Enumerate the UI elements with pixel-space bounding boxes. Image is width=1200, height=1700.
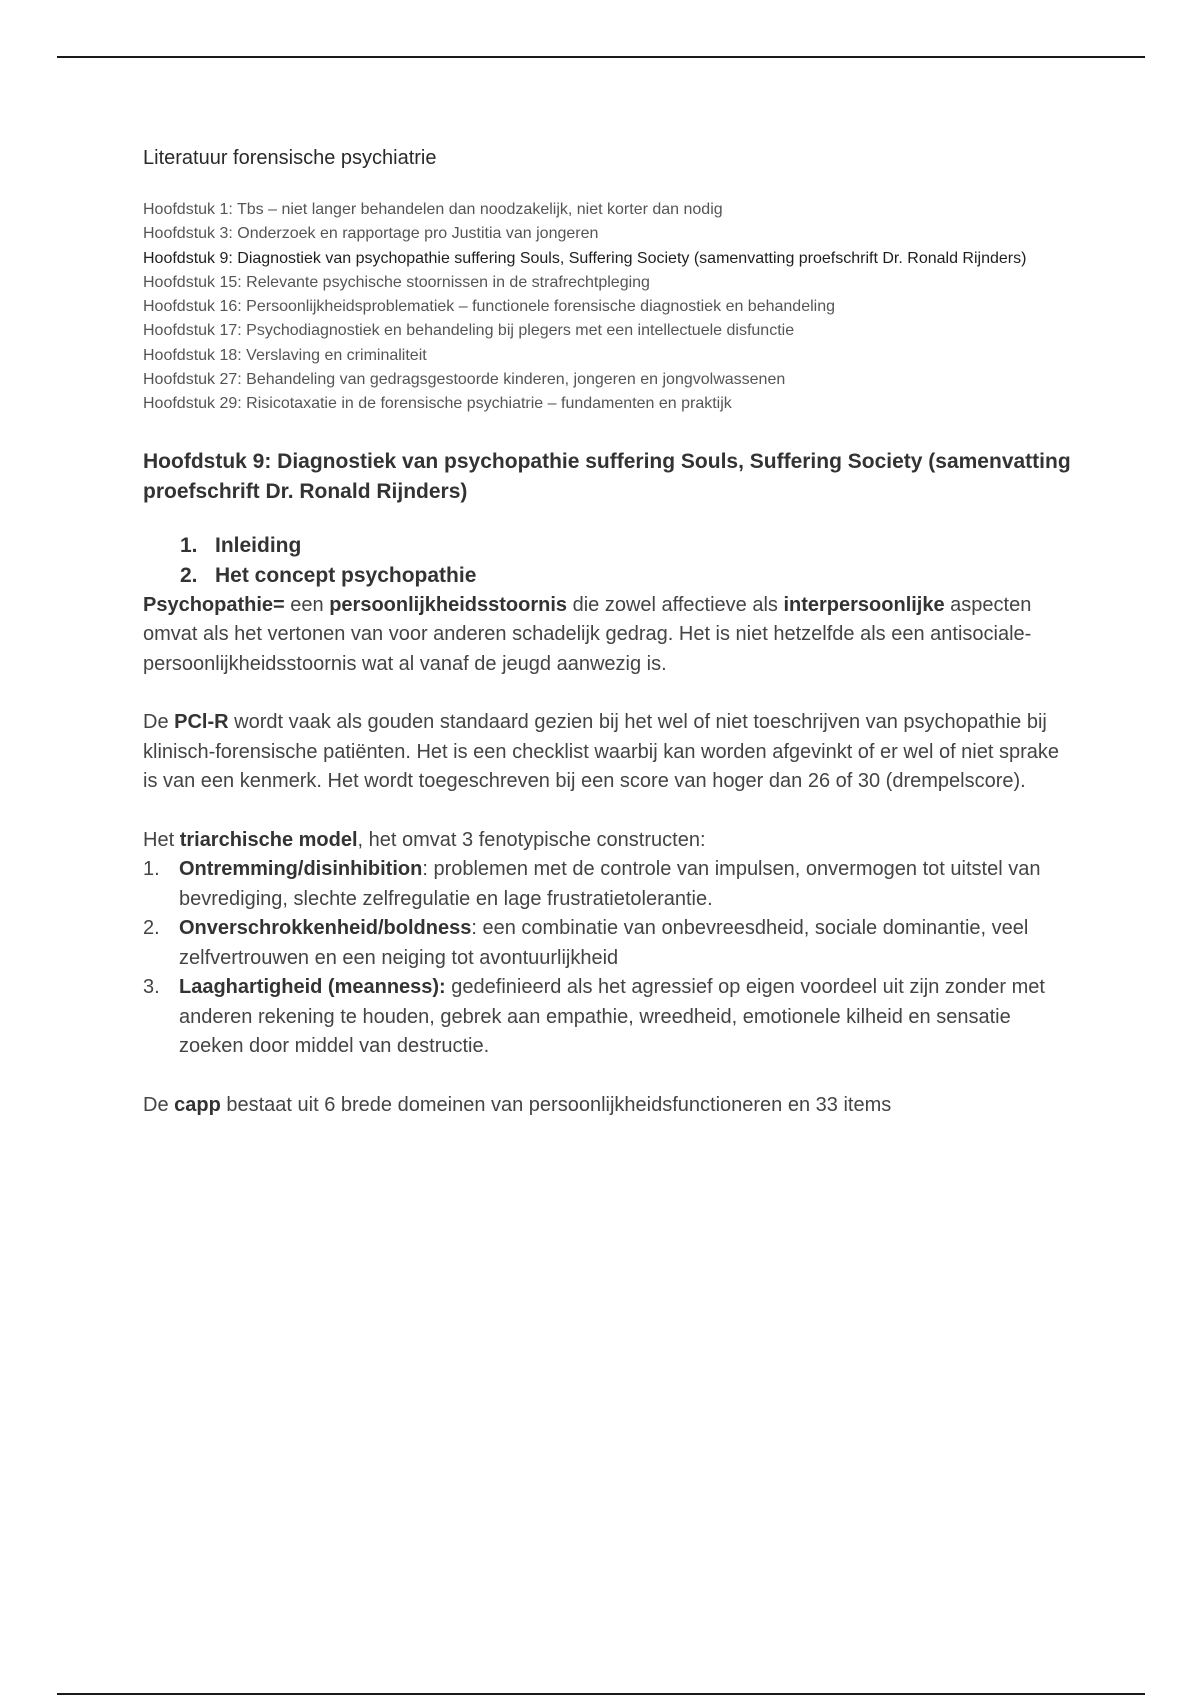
construct-description: : problemen met de controle van impulsen, onvermogen tot uitstel van bevrediging, slechte zelfregulatie en lage frustratietolerantie. [179,858,1041,910]
text-run: bestaat uit 6 brede domeinen van persoonlijkheidsfunctioneren en 33 items [220,1093,892,1116]
construct-item [143,855,1073,914]
subsection-item [180,561,1073,591]
bold-term: persoonlijkheidsstoornis [329,593,568,616]
subsection-label: Het concept psychopathie [215,563,477,587]
text-run: wordt vaak als gouden standaard gezien bij het wel of niet toeschrijven van psychopathie bij klinisch-forensische patiënten. Het is een checklist waarbij kan worden afgevinkt of er wel of niet sprake is van een kenmerk. Het wordt toegeschreven bij een score van hoger dan 26 of 30 (drempelscore). [143,711,1060,793]
triarchic-construct-list [143,855,1073,1062]
pclr-paragraph [143,708,1073,797]
subsection-number: 2. [180,563,198,587]
capp-paragraph [143,1091,1073,1121]
construct-description: gedefinieerd als het agressief op eigen voordeel uit zijn zonder met anderen rekening te houden, gebrek aan empathie, wreedheid, emotionele kilheid en sensatie zoeken door middel van destructie. [179,976,1045,1058]
construct-item [143,914,1073,973]
toc-item: Hoofdstuk 29: Risicotaxatie in de forensische psychiatrie – fundamenten en praktijk [143,395,732,413]
toc-item: Hoofdstuk 18: Verslaving en criminaliteit [143,346,427,364]
text-run: De [143,1093,175,1116]
toc-item: Hoofdstuk 3: Onderzoek en rapportage pro Justitia van jongeren [143,225,599,243]
bold-term: PCl-R [174,711,229,734]
psychopathy-definition-paragraph [143,591,1073,680]
toc-item: Hoofdstuk 1: Tbs – niet langer behandelen dan noodzakelijk, niet korter dan nodig [143,201,723,218]
subsection-number: 1. [180,533,198,557]
text-run: een [284,593,330,616]
toc-item: Hoofdstuk 17: Psychodiagnostiek en behandeling bij plegers met een intellectuele disfunctie [143,322,795,340]
toc-item: Hoofdstuk 15: Relevante psychische stoornissen in de strafrechtpleging [143,273,650,291]
toc-item: Hoofdstuk 27: Behandeling van gedragsgestoorde kinderen, jongeren en jongvolwassenen [143,371,786,389]
text-run: die zowel affectieve als [567,593,784,616]
document-body [143,144,1073,1120]
text-run: aspecten omvat als het vertonen van voor anderen schadelijk gedrag. Het is niet hetzelfde als een antisociale-persoonlijkheidsstoornis wat al vanaf de jeugd aanwezig is. [143,593,1032,675]
subsection-label: Inleiding [215,533,302,557]
construct-number: 3. [143,976,160,999]
subsection-item [180,531,1073,561]
construct-number: 1. [143,858,160,881]
construct-term: Ontremming/disinhibition [179,858,423,881]
bold-term: Psychopathie= [143,593,285,616]
toc-item-current: Hoofdstuk 9: Diagnostiek van psychopathie suffering Souls, Suffering Society (samenvatting proefschrift Dr. Ronald Rijnders) [143,249,1027,267]
construct-description: : een combinatie van onbevreesdheid, sociale dominantie, veel zelfvertrouwen en een neiging tot avontuurlijkheid [179,917,1029,969]
subsection-list [143,531,1073,591]
spacer [143,679,1073,708]
bold-term: triarchische model [179,828,358,851]
table-of-contents [143,198,1073,417]
construct-term: Laaghartigheid (meanness): [179,976,446,999]
text-run: , het omvat 3 fenotypische constructen: [357,828,706,851]
bottom-rule [57,1693,1145,1695]
text-run: Het [143,828,180,851]
toc-item: Hoofdstuk 16: Persoonlijkheidsproblematiek – functionele forensische diagnostiek en behandeling [143,298,835,316]
bold-term: capp [174,1093,221,1116]
spacer [143,1062,1073,1091]
triarchic-intro-paragraph [143,826,1073,856]
document-title: Literatuur forensische psychiatrie [143,147,437,169]
construct-item [143,973,1073,1062]
section-heading: Hoofdstuk 9: Diagnostiek van psychopathie suffering Souls, Suffering Society (samenvatting proefschrift Dr. Ronald Rijnders) [143,449,1071,503]
spacer [143,797,1073,826]
text-run: De [143,711,175,734]
construct-term: Onverschrokkenheid/boldness [179,917,472,940]
bold-term: interpersoonlijke [783,593,945,616]
top-rule [57,56,1145,58]
construct-number: 2. [143,917,160,940]
